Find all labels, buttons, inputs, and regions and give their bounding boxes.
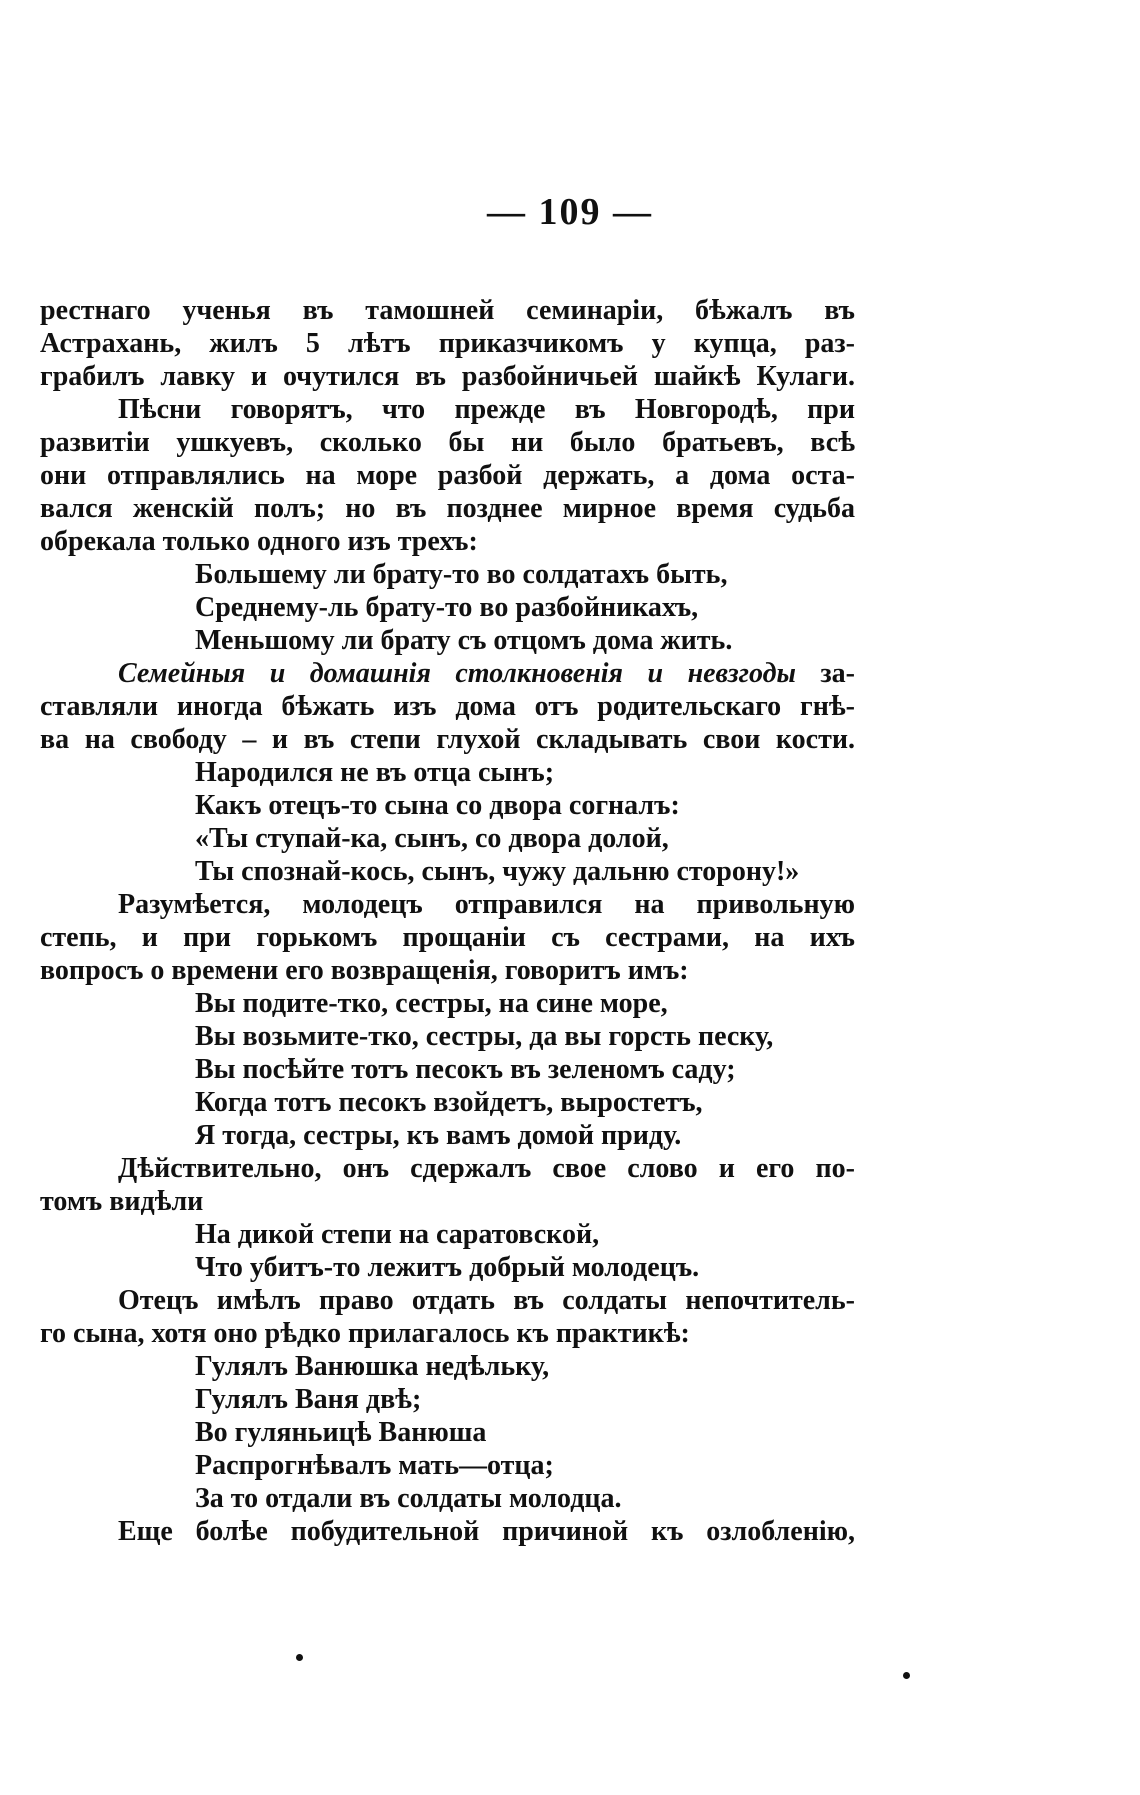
paragraph-last-line: обрекала только одного изъ трехъ: — [40, 526, 478, 557]
verse-line: Меньшому ли брату съ отцомъ дома жить. — [195, 625, 733, 656]
paragraph-first-line: Разумѣется, молодецъ отправился на привольную — [118, 889, 855, 920]
verse-line: Большему ли брату-то во солдатахъ быть, — [195, 559, 728, 590]
verse-line: Среднему-ль брату-то во разбойникахъ, — [195, 592, 699, 623]
text-line: они отправлялись на море разбой держать, а дома оста- — [40, 460, 855, 491]
paragraph-last-line: го сына, хотя оно рѣдко прилагалось къ практикѣ: — [40, 1318, 690, 1349]
verse-line: Распрогнѣвалъ мать—отца; — [195, 1450, 554, 1481]
verse-line: На дикой степи на саратовской, — [195, 1219, 600, 1250]
paragraph-first-line: Пѣсни говорятъ, что прежде въ Новгородѣ, при — [118, 394, 855, 425]
verse-line: Народился не въ отца сынъ; — [195, 757, 555, 788]
verse-line: Я тогда, сестры, къ вамъ домой приду. — [195, 1120, 682, 1151]
verse-line: За то отдали въ солдаты молодца. — [195, 1483, 622, 1514]
paragraph-last-line: вопросъ о времени его возвращенія, говоритъ имъ: — [40, 955, 689, 986]
italic-phrase: Семейныя и домашнія столкновенія и невзгоды — [118, 658, 796, 689]
verse-line: Вы посѣйте тотъ песокъ въ зеленомъ саду; — [195, 1054, 736, 1085]
paragraph-first-line: Дѣйствительно, онъ сдержалъ свое слово и его по- — [118, 1153, 855, 1184]
text-line: рестнаго ученья въ тамошней семинаріи, бѣжалъ въ — [40, 295, 855, 326]
verse-line: «Ты ступай-ка, сынъ, со двора долой, — [195, 823, 669, 854]
text-line-italic — [40, 657, 855, 690]
verse-line: Что убитъ-то лежитъ добрый молодецъ. — [195, 1252, 700, 1283]
text-line: ва на свободу – и въ степи глухой складывать свои кости. — [40, 724, 855, 755]
verse-line: Ты спознай-кось, сынъ, чужу дальню сторону!» — [195, 856, 800, 887]
verse-line: Во гуляньицѣ Ванюша — [195, 1417, 487, 1448]
verse-line: Вы подите-тко, сестры, на сине море, — [195, 988, 668, 1019]
text-line: Астрахань, жилъ 5 лѣтъ приказчикомъ у купца, раз- — [40, 328, 855, 359]
verse-line: Вы возьмите-тко, сестры, да вы горсть песку, — [195, 1021, 774, 1052]
verse-line: Гулялъ Ваня двѣ; — [195, 1384, 422, 1415]
italic-line-rest: за- — [795, 658, 856, 689]
paragraph-first-line: Отецъ имѣлъ право отдать въ солдаты непочтитель- — [118, 1285, 855, 1316]
print-speck — [903, 1672, 910, 1679]
verse-line: Гулялъ Ванюшка недѣльку, — [195, 1351, 550, 1382]
verse-line: Когда тотъ песокъ взойдетъ, выростетъ, — [195, 1087, 703, 1118]
paragraph-last-line: томъ видѣли — [40, 1186, 204, 1217]
verse-line: Какъ отецъ-то сына со двора согналъ: — [195, 790, 680, 821]
page-body-text — [40, 294, 855, 1548]
paragraph-first-line: Еще болѣе побудительной причиной къ озлобленію, — [118, 1516, 855, 1547]
page-number: — 109 — — [487, 191, 653, 233]
text-line: ставляли иногда бѣжать изъ дома отъ родительскаго гнѣ- — [40, 691, 855, 722]
text-line: степь, и при горькомъ прощаніи съ сестрами, на ихъ — [40, 922, 855, 953]
text-line: грабилъ лавку и очутился въ разбойничьей шайкѣ Кулаги. — [40, 361, 855, 392]
text-line: развитіи ушкуевъ, сколько бы ни было братьевъ, всѣ — [40, 427, 855, 458]
print-speck — [296, 1654, 303, 1661]
text-line: вался женскій полъ; но въ позднее мирное время судьба — [40, 493, 855, 524]
